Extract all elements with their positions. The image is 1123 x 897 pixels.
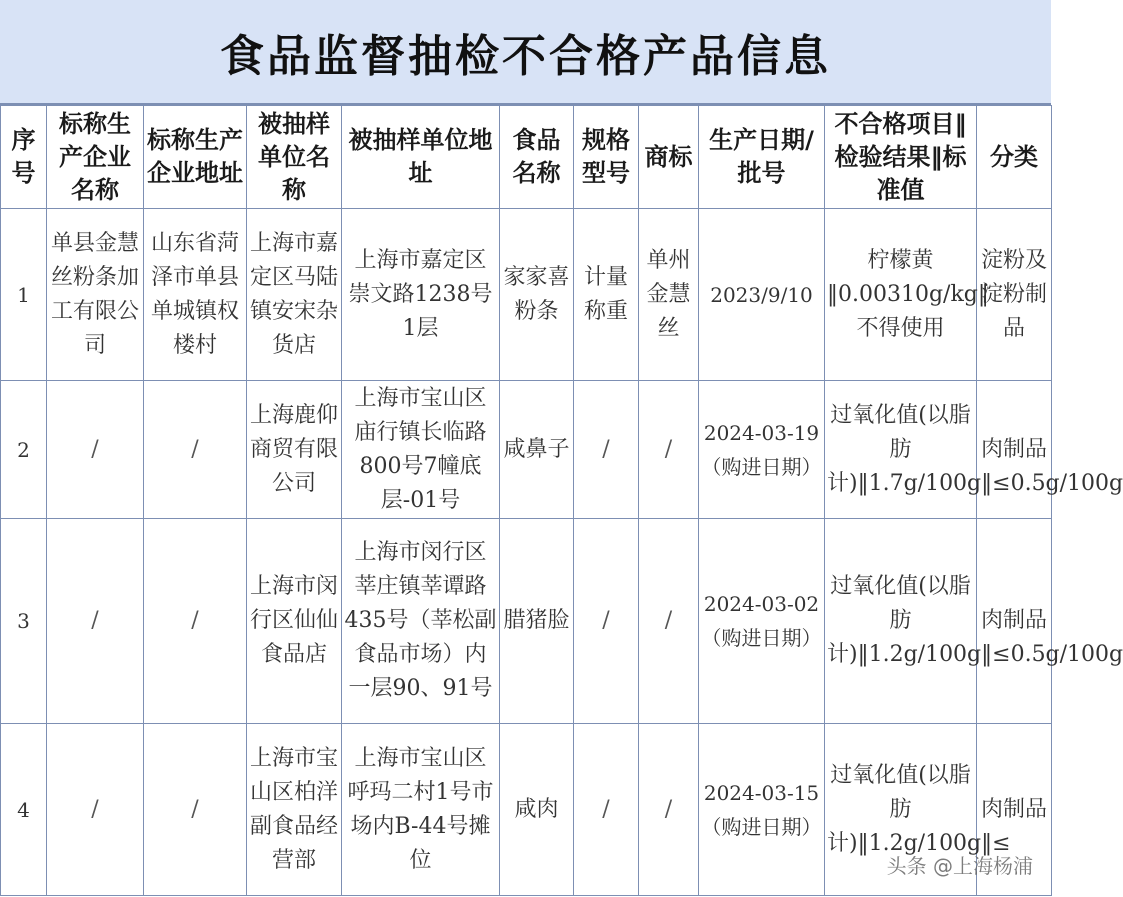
table-row bbox=[1, 209, 1052, 381]
header-cell: 被抽样单位名称 bbox=[247, 106, 342, 209]
sampled-unit-address-cell: 上海市宝山区庙行镇长临路800号7幢底层-01号 bbox=[342, 381, 500, 519]
sampled-unit-name-cell: 上海市宝山区柏洋副食品经营部 bbox=[247, 724, 342, 896]
food-name-cell: 咸鼻子 bbox=[500, 381, 574, 519]
brand-cell: / bbox=[639, 724, 699, 896]
header-cell: 分类 bbox=[977, 106, 1052, 209]
sampled-unit-name-cell: 上海市闵行区仙仙食品店 bbox=[247, 519, 342, 724]
producer-address-cell: / bbox=[144, 519, 247, 724]
table-header-row bbox=[1, 106, 1052, 209]
food-name-cell: 腊猪脸 bbox=[500, 519, 574, 724]
header-cell: 规格型号 bbox=[574, 106, 639, 209]
sampled-unit-address-cell: 上海市嘉定区崇文路1238号1层 bbox=[342, 209, 500, 381]
producer-address-cell: 山东省菏泽市单县单城镇权楼村 bbox=[144, 209, 247, 381]
brand-cell: / bbox=[639, 381, 699, 519]
row-number: 4 bbox=[1, 724, 47, 896]
production-date-cell: 2024-03-15（购进日期） bbox=[699, 724, 825, 896]
producer-name-cell: / bbox=[47, 724, 144, 896]
brand-cell: 单州金慧丝 bbox=[639, 209, 699, 381]
header-cell: 不合格项目‖检验结果‖标准值 bbox=[825, 106, 977, 209]
sampled-unit-name-cell: 上海市嘉定区马陆镇安宋杂货店 bbox=[247, 209, 342, 381]
header-cell: 商标 bbox=[639, 106, 699, 209]
sampled-unit-address-cell: 上海市宝山区呼玛二村1号市场内B-44号摊位 bbox=[342, 724, 500, 896]
spec-cell: / bbox=[574, 381, 639, 519]
spec-cell: 计量称重 bbox=[574, 209, 639, 381]
sampled-unit-name-cell: 上海鹿仰商贸有限公司 bbox=[247, 381, 342, 519]
test-result-cell: 过氧化值(以脂肪计)‖1.2g/100g‖≤ bbox=[825, 724, 977, 896]
brand-cell: / bbox=[639, 519, 699, 724]
row-number: 3 bbox=[1, 519, 47, 724]
test-result-cell: 柠檬黄‖0.00310g/kg‖不得使用 bbox=[825, 209, 977, 381]
title-bar bbox=[0, 0, 1051, 105]
production-date-cell: 2024-03-19（购进日期） bbox=[699, 381, 825, 519]
row-number: 1 bbox=[1, 209, 47, 381]
row-number: 2 bbox=[1, 381, 47, 519]
production-date-cell: 2024-03-02（购进日期） bbox=[699, 519, 825, 724]
test-result-cell: 过氧化值(以脂肪计)‖1.2g/100g‖≤0.5g/100g bbox=[825, 519, 977, 724]
header-cell: 生产日期/批号 bbox=[699, 106, 825, 209]
category-cell: 肉制品 bbox=[977, 724, 1052, 896]
table-row bbox=[1, 381, 1052, 519]
category-cell: 肉制品 bbox=[977, 519, 1052, 724]
producer-name-cell: 单县金慧丝粉条加工有限公司 bbox=[47, 209, 144, 381]
category-cell: 肉制品 bbox=[977, 381, 1052, 519]
header-cell: 标称生产企业地址 bbox=[144, 106, 247, 209]
producer-name-cell: / bbox=[47, 519, 144, 724]
table-row bbox=[1, 519, 1052, 724]
production-date-cell: 2023/9/10 bbox=[699, 209, 825, 381]
producer-name-cell: / bbox=[47, 381, 144, 519]
sampled-unit-address-cell: 上海市闵行区莘庄镇莘谭路435号（莘松副食品市场）内一层90、91号 bbox=[342, 519, 500, 724]
producer-address-cell: / bbox=[144, 381, 247, 519]
header-cell: 被抽样单位地址 bbox=[342, 106, 500, 209]
spec-cell: / bbox=[574, 519, 639, 724]
test-result-cell: 过氧化值(以脂肪计)‖1.7g/100g‖≤0.5g/100g bbox=[825, 381, 977, 519]
page-title: 食品监督抽检不合格产品信息 bbox=[220, 30, 831, 82]
producer-address-cell: / bbox=[144, 724, 247, 896]
food-name-cell: 咸肉 bbox=[500, 724, 574, 896]
spec-cell: / bbox=[574, 724, 639, 896]
unqualified-products-table bbox=[0, 105, 1123, 896]
header-cell: 序号 bbox=[1, 106, 47, 209]
header-cell: 食品名称 bbox=[500, 106, 574, 209]
category-cell: 淀粉及淀粉制品 bbox=[977, 209, 1052, 381]
watermark-text: 头条 @上海杨浦 bbox=[886, 854, 1033, 878]
header-cell: 标称生产企业名称 bbox=[47, 106, 144, 209]
food-name-cell: 家家喜粉条 bbox=[500, 209, 574, 381]
